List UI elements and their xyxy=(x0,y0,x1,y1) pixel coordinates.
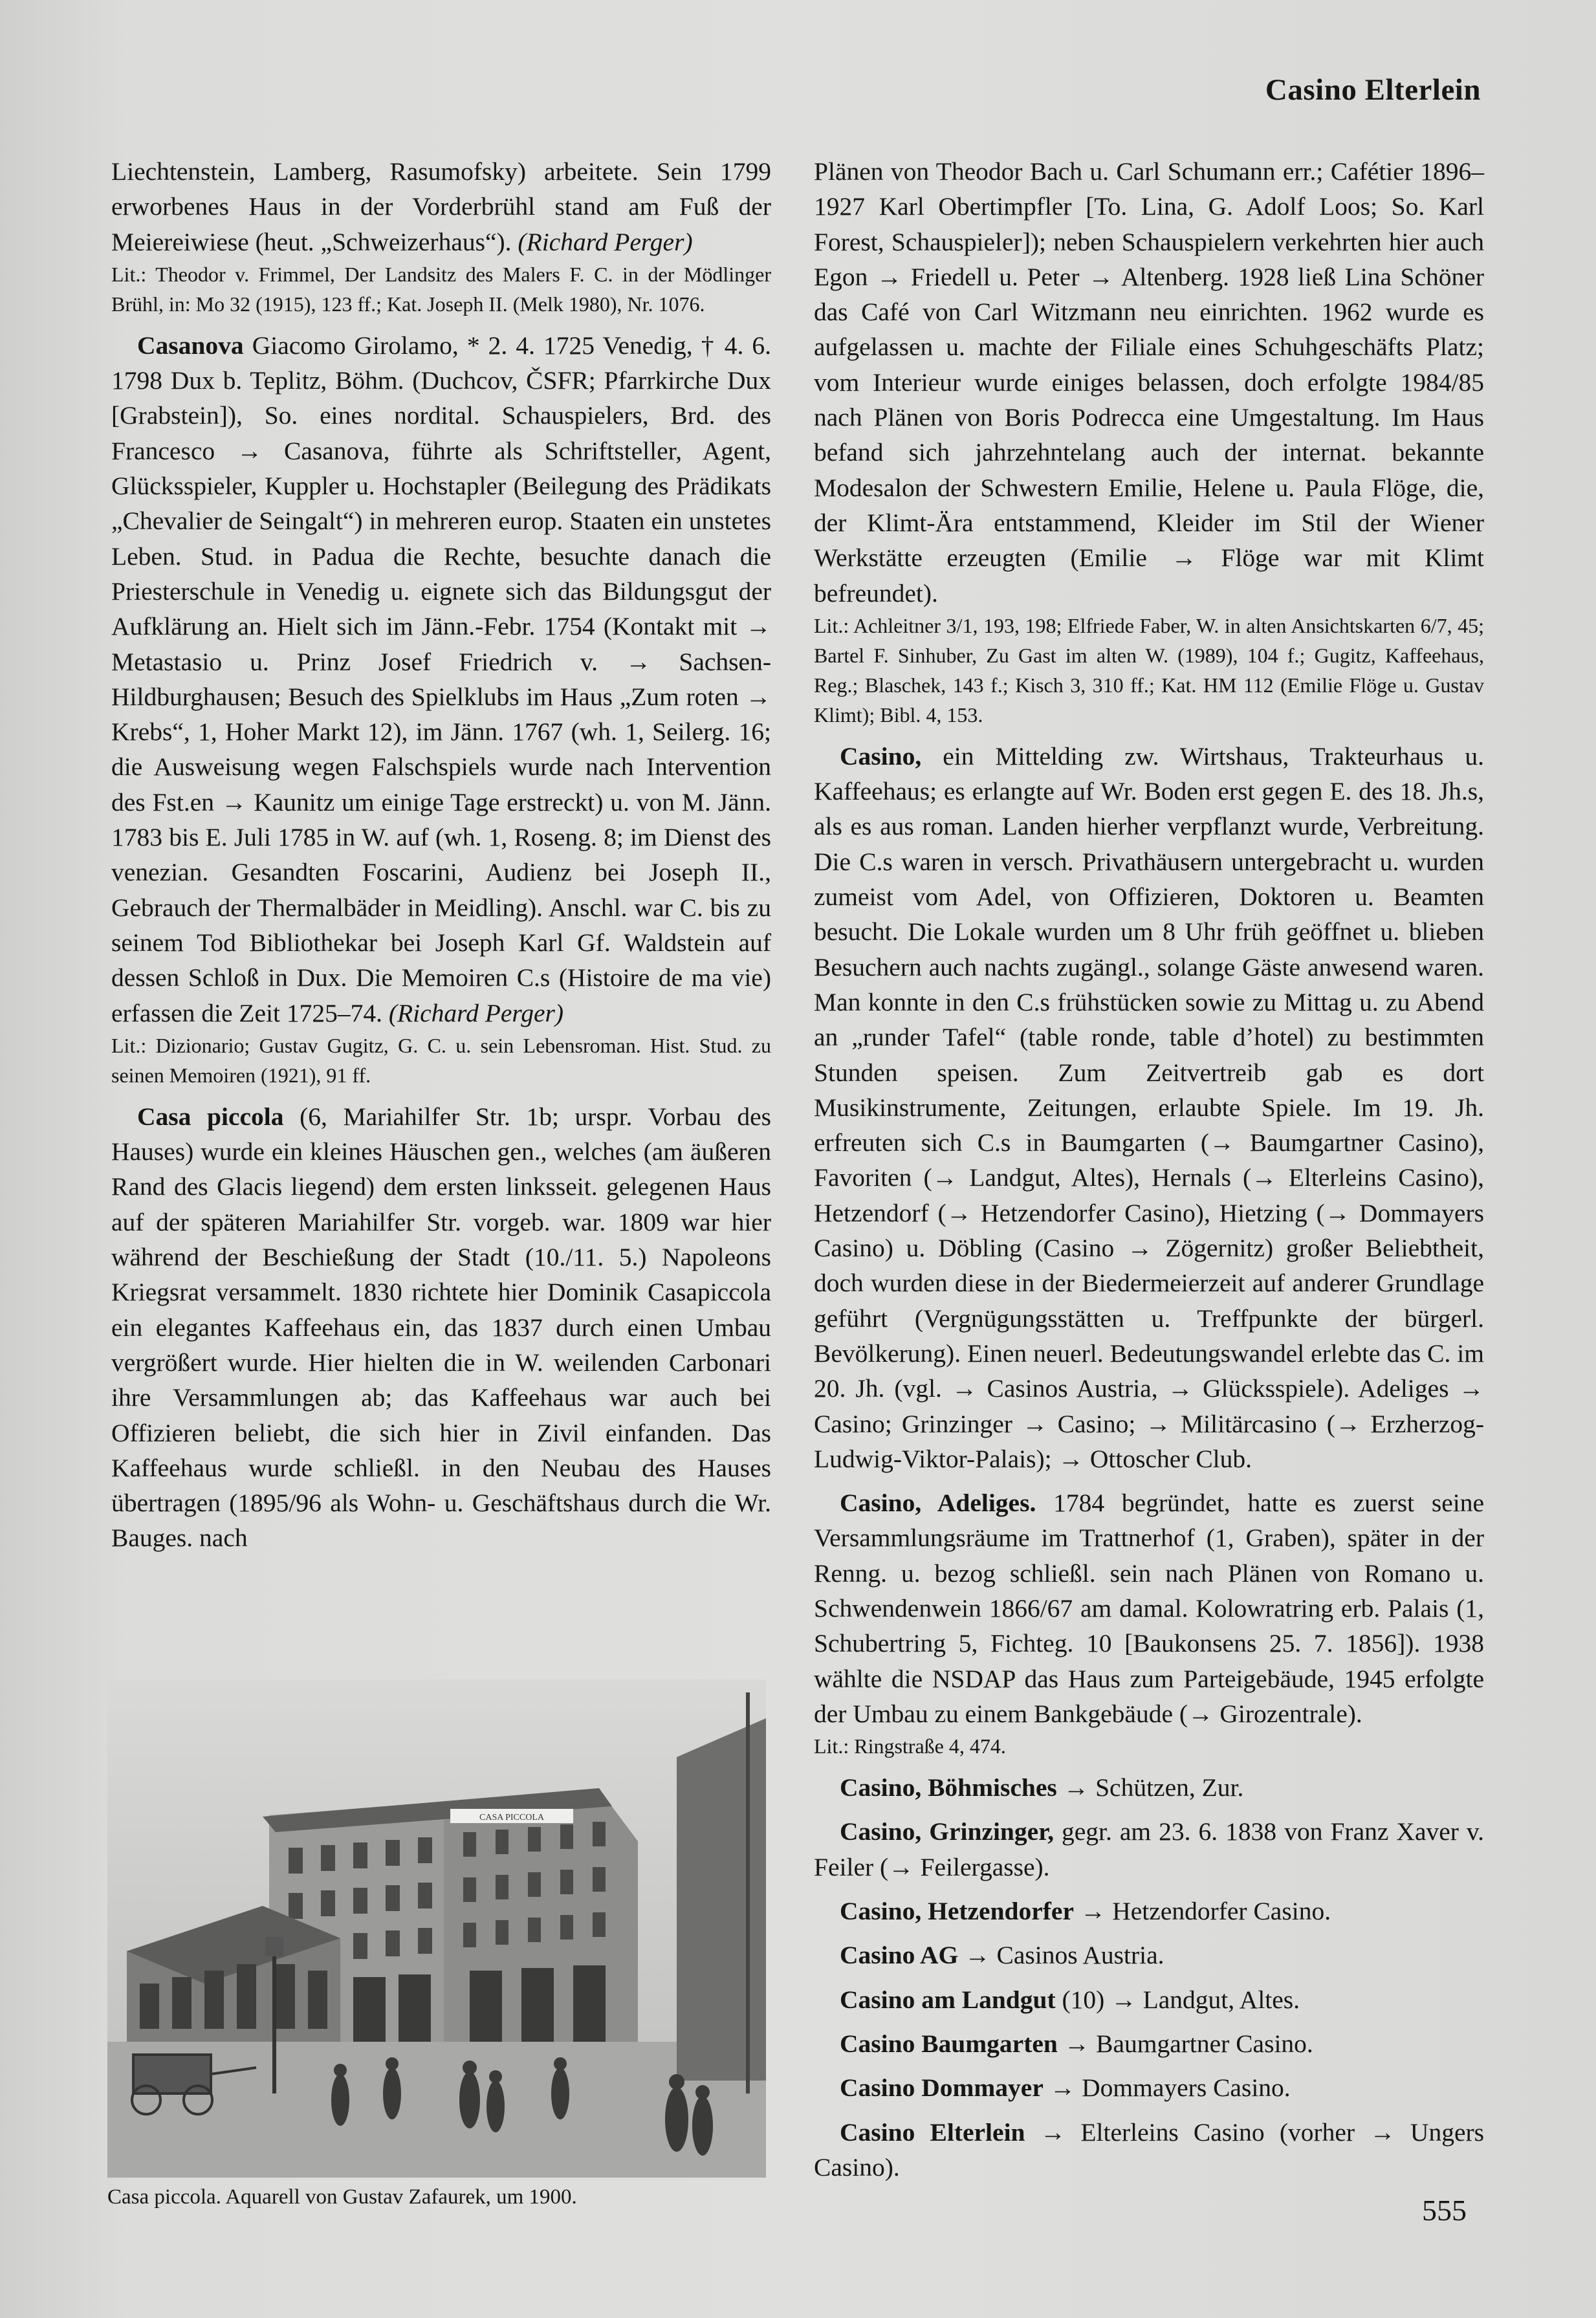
continuation-text xyxy=(111,154,771,259)
casanova-literature: Lit.: Dizionario; Gustav Gugitz, G. C. u. sein Lebensroman. Hist. Stud. zu seinen Memoiren (1921), 91 ff. xyxy=(111,1033,771,1087)
headword: Casino Elterlein xyxy=(840,2117,1025,2147)
headword-casino: Casino, xyxy=(840,741,922,771)
headword: Casino, Grinzinger, xyxy=(840,1817,1054,1846)
entry-text: → Hetzendorfer Casino. xyxy=(1080,1897,1331,1926)
entry-casino-adeliges xyxy=(814,1485,1484,1731)
casanova-author: (Richard Perger) xyxy=(388,998,564,1027)
continuation-literature: Lit.: Theodor v. Frimmel, Der Landsitz des Malers F. C. in der Mödlinger Brühl, in: Mo 32 (1915), 123 ff.; Kat. Joseph II. (Melk 1980), Nr. 1076. xyxy=(111,262,771,316)
continuation-body: Liechtenstein, Lamberg, Rasumofsky) arbeitete. Sein 1799 erworbenes Haus in der Vorderbrühl stand am Fuß der Meiereiwiese (heut. „Schweizerhaus“). xyxy=(111,157,771,256)
entry-casino-am-landgut xyxy=(814,1982,1484,2017)
entry-text: → Casinos Austria. xyxy=(965,1941,1164,1970)
casino-text: ein Mittelding zw. Wirtshaus, Trakteurhaus u. Kaffeehaus; es erlangte auf Wr. Boden erst gegen E. des 18. Jh.s, als es aus roman. Landen hierher verpflanzt wurde, Verbreitung. Die C.s waren in versch. Privathäusern untergebracht u. wurden zumeist vom Adel, von Offizieren, Doktoren u. Beamten besucht. Die Lokale wurden um 8 Uhr früh geöffnet u. blieben Besuchern auch nachts zugängl., solange Gäste anwesend waren. Man konnte in den C.s frühstücken sowie zu Mittag u. zu Abend an „runder Tafel“ (table ronde, table d’hotel) zu bestimmten Stunden speisen. Zum Zeitvertreib gab es dort Musikinstrumente, Zeitungen, erlaubte Spiele. Im 19. Jh. erfreuten sich C.s in Baumgarten (→ Baumgartner Casino), Favoriten (→ Landgut, Altes), Hernals (→ Elterleins Casino), Hetzendorf (→ Hetzendorfer Casino), Hietzing (→ Dommayers Casino) u. Döbling (Casino → Zögernitz) großer Beliebtheit, doch wurden diese in der Biedermeierzeit auf anderer Grundlage geführt (Vergnügungsstätten u. Treffpunkte der bürgerl. Bevölkerung). Einen neuerl. Bedeutungswandel erlebte das C. im 20. Jh. (vgl. → Casinos Austria, → Glücksspiele). Adeliges → Casino; Grinzinger → Casino; → Militärcasino (→ Erzherzog-Ludwig-Viktor-Palais); → Ottoscher Club. xyxy=(814,741,1485,1473)
entry-casino-elterlein xyxy=(814,2115,1484,2185)
building-sign-text: CASA PICCOLA xyxy=(479,1813,544,1822)
entry-casino-boehmisches xyxy=(814,1770,1484,1805)
entry-casa-piccola xyxy=(111,1099,771,1556)
entry-text: → Elterleins Casino (vorher → Ungers Casino). xyxy=(814,2117,1485,2181)
entry-text: → Baumgartner Casino. xyxy=(1064,2029,1313,2058)
casino-adeliges-literature: Lit.: Ringstraße 4, 474. xyxy=(814,1734,1006,1758)
left-column xyxy=(111,154,771,1556)
casa-piccola-illustration xyxy=(107,1679,766,2178)
entry-casino-ag xyxy=(814,1938,1484,1973)
continuation-author: (Richard Perger) xyxy=(518,227,693,256)
watercolor-illustration xyxy=(107,1679,766,2178)
entry-casino xyxy=(814,739,1484,1476)
entry-casino-dommayer xyxy=(814,2070,1484,2105)
headword: Casino Baumgarten xyxy=(840,2029,1058,2058)
headword-casino-adeliges: Casino, Adeliges. xyxy=(840,1489,1036,1518)
headword: Casino, Böhmisches xyxy=(840,1773,1057,1802)
entry-text: gegr. am 23. 6. 1838 von Franz Xaver v. Feiler (→ Feilergasse). xyxy=(814,1817,1484,1881)
entry-text: → Schützen, Zur. xyxy=(1063,1773,1244,1802)
headword: Casino AG xyxy=(840,1941,959,1970)
headword: Casino am Landgut xyxy=(840,1985,1056,2014)
headword-casa-piccola: Casa piccola xyxy=(137,1102,284,1131)
casa-piccola-continuation: Plänen von Theodor Bach u. Carl Schumann err.; Cafétier 1896–1927 Karl Obertimpfler [To. Lina, G. Adolf Loos; So. Karl Forest, Schauspieler]); neben Schauspielern verkehrten hier auch Egon → Friedell u. Peter → Altenberg. 1928 ließ Lina Schöner das Café von Carl Witzmann neu einrichten. 1962 wurde es aufgelassen u. machte der Filiale eines Schuhgeschäfts Platz; vom Interieur wurde einiges belassen, doch erfolgte 1984/85 nach Plänen von Boris Podrecca eine Umgestaltung. Im Haus befand sich jahrzehntelang auch der internat. bekannte Modesalon der Schwestern Emilie, Helene u. Paula Flöge, die, der Klimt-Ära entstammend, Kleider im Stil der Wiener Werkstätte erzeugten (Emilie → Flöge war mit Klimt befreundet). xyxy=(814,157,1484,607)
entry-text: (10) → Landgut, Altes. xyxy=(1062,1985,1300,2014)
casa-piccola-text: (6, Mariahilfer Str. 1b; urspr. Vorbau des Hauses) wurde ein kleines Häuschen gen., welches (am äußeren Rand des Glacis liegend) dem ersten linksseit. gelegenen Haus auf der späteren Mariahilfer Str. vorgeb. war. 1809 war hier während der Beschießung der Stadt (10./11. 5.) Napoleons Kriegsrat versammelt. 1830 richtete hier Dominik Casapiccola ein elegantes Kaffeehaus ein, das 1837 durch einen Umbau vergrößert wurde. Hier hielten die in W. weilenden Carbonari ihre Versammlungen ab; das Kaffeehaus war auch bei Offizieren beliebt, die sich hier in Zivil einfanden. Das Kaffeehaus wurde schließl. in den Neubau des Hauses übertragen (1895/96 als Wohn- u. Geschäftshaus durch die Wr. Bauges. nach xyxy=(111,1102,771,1553)
casa-piccola-literature: Lit.: Achleitner 3/1, 193, 198; Elfriede Faber, W. in alten Ansichtskarten 6/7, 45; Bartel F. Sinhuber, Zu Gast im alten W. (1989), 104 f.; Gugitz, Kaffeehaus, Reg.; Blaschek, 143 f.; Kisch 3, 310 ff.; Kat. HM 112 (Emilie Flöge u. Gustav Klimt); Bibl. 4, 153. xyxy=(814,613,1484,727)
entry-text: → Dommayers Casino. xyxy=(1049,2073,1291,2103)
entry-casino-grinzinger xyxy=(814,1814,1484,1885)
running-head: Casino Elterlein xyxy=(1265,73,1481,107)
entry-casino-hetzendorfer xyxy=(814,1894,1484,1929)
right-column xyxy=(814,154,1484,2185)
headword-casanova: Casanova xyxy=(137,331,244,360)
page-number: 555 xyxy=(1422,2194,1467,2227)
entry-casanova xyxy=(111,328,771,1031)
casino-adeliges-text: 1784 begründet, hatte es zuerst seine Versammlungsräume im Trattnerhof (1, Graben), später in der Renng. u. bezog schließl. sein nach Plänen von Romano u. Schwendenwein 1866/67 am damal. Kolowratring erb. Palais (1, Schubertring 5, Fichteg. 10 [Baukonsens 25. 7. 1856]). 1938 wählte die NSDAP das Haus zum Parteigebäude, 1945 erfolgte der Umbau zu einem Bankgebäude (→ Girozentrale). xyxy=(814,1489,1485,1728)
figure-caption: Casa piccola. Aquarell von Gustav Zafaurek, um 1900. xyxy=(107,2185,577,2209)
casanova-text: Giacomo Girolamo, * 2. 4. 1725 Venedig, † 4. 6. 1798 Dux b. Teplitz, Böhm. (Duchcov, ČSFR; Pfarrkirche Dux [Grabstein]), So. eines nordital. Schauspielers, Brd. des Francesco → Casanova, führte als Schriftsteller, Agent, Glücksspieler, Kuppler u. Hochstapler (Beilegung des Prädikats „Chevalier de Seingalt“) in mehreren europ. Staaten ein unstetes Leben. Stud. in Padua die Rechte, besuchte danach die Priesterschule in Venedig u. eignete sich das Bildungsgut der Aufklärung an. Hielt sich im Jänn.-Febr. 1754 (Kontakt mit → Metastasio u. Prinz Josef Friedrich v. → Sachsen-Hildburghausen; Besuch des Spielklubs im Haus „Zum roten → Krebs“, 1, Hoher Markt 12), im Jänn. 1767 (wh. 1, Seilerg. 16; die Ausweisung wegen Falschspiels wurde nach Intervention des Fst.en → Kaunitz um einige Tage erstreckt) u. von M. Jänn. 1783 bis E. Juli 1785 in W. auf (wh. 1, Roseng. 8; im Dienst des venezian. Gesandten Foscarini, Audienz bei Joseph II., Gebrauch der Thermalbäder in Meidling). Anschl. war C. bis zu seinem Tod Bibliothekar bei Joseph Karl Gf. Waldstein auf dessen Schloß in Dux. Die Memoiren C.s (Histoire de ma vie) erfassen die Zeit 1725–74. xyxy=(111,331,771,1027)
headword: Casino Dommayer xyxy=(840,2073,1044,2103)
headword: Casino, Hetzendorfer xyxy=(840,1897,1074,1926)
entry-casino-baumgarten xyxy=(814,2026,1484,2061)
